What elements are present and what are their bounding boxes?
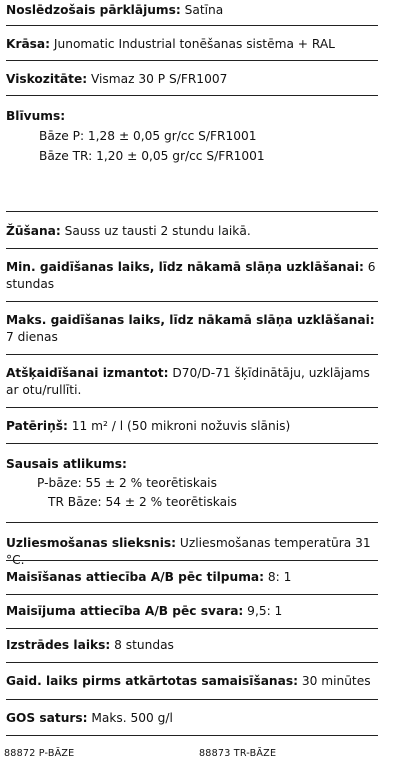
divider <box>6 443 378 444</box>
solids-base-tr: TR Bāze: 54 ± 2 % teorētiskais <box>48 495 237 509</box>
voc-value: Maks. 500 g/l <box>87 711 173 725</box>
divider <box>6 25 378 26</box>
divider <box>6 407 378 408</box>
finish-row <box>6 2 378 19</box>
density-base-p: Bāze P: 1,28 ± 0,05 gr/cc S/FR1001 <box>39 129 257 143</box>
divider <box>6 301 378 302</box>
mix-volume-value: 8: 1 <box>264 570 292 584</box>
max-recoat-row <box>6 312 378 346</box>
divider <box>6 628 378 629</box>
mix-volume-row <box>6 569 378 586</box>
divider <box>6 354 378 355</box>
remix-wait-value: 30 minūtes <box>297 674 371 688</box>
flash-point-label: Uzliesmošanas slieksnis: <box>6 536 177 550</box>
divider <box>6 248 378 249</box>
voc-row <box>6 710 378 727</box>
product-code-tr: 88873 TR-BĀZE <box>199 748 277 759</box>
product-code-p: 88872 P-BĀZE <box>4 748 75 759</box>
max-recoat-value: 7 dienas <box>6 330 58 344</box>
divider <box>6 522 378 523</box>
divider <box>6 560 378 561</box>
divider <box>6 735 378 736</box>
drying-value: Sauss uz tausti 2 stundu laikā. <box>60 224 251 238</box>
mix-weight-row <box>6 603 378 620</box>
viscosity-label: Viskozitāte: <box>6 72 88 86</box>
thinner-value: D70/D-71 šķīdinātāju, uzklājams ar otu/rullīti. <box>6 366 370 397</box>
mix-weight-label: Maisījuma attiecība A/B pēc svara: <box>6 604 244 618</box>
solids-label: Sausais atlikums: <box>6 457 127 471</box>
mix-weight-value: 9,5: 1 <box>243 604 283 618</box>
min-recoat-value: 6 stundas <box>6 260 376 291</box>
pot-life-value: 8 stundas <box>110 638 174 652</box>
drying-row <box>6 223 378 240</box>
thinner-row <box>6 365 378 399</box>
pot-life-label: Izstrādes laiks: <box>6 638 111 652</box>
solids-base-p: P-bāze: 55 ± 2 % teorētiskais <box>37 476 217 490</box>
max-recoat-label: Maks. gaidīšanas laiks, līdz nākamā slāņa uzklāšanai: <box>6 313 375 327</box>
viscosity-value: Vismaz 30 P S/FR1007 <box>87 72 228 86</box>
divider <box>6 211 378 212</box>
min-recoat-label: Min. gaidīšanas laiks, līdz nākamā slāņa uzklāšanai: <box>6 260 364 274</box>
density-block <box>6 108 378 165</box>
color-label: Krāsa: <box>6 37 51 51</box>
coverage-label: Patēriņš: <box>6 419 68 433</box>
min-recoat-row <box>6 259 378 293</box>
divider <box>6 60 378 61</box>
coverage-value: 11 m² / l (50 mikroni nožuvis slānis) <box>67 419 291 433</box>
remix-wait-label: Gaid. laiks pirms atkārtotas samaisīšanas: <box>6 674 298 688</box>
coverage-row <box>6 418 378 435</box>
mix-volume-label: Maisīšanas attiecība A/B pēc tilpuma: <box>6 570 265 584</box>
divider <box>6 699 378 700</box>
divider <box>6 95 378 96</box>
flash-point-row <box>6 535 378 569</box>
density-label: Blīvums: <box>6 109 66 123</box>
color-value: Junomatic Industrial tonēšanas sistēma + RAL <box>50 37 335 51</box>
density-base-tr: Bāze TR: 1,20 ± 0,05 gr/cc S/FR1001 <box>39 149 265 163</box>
divider <box>6 594 378 595</box>
solids-block <box>6 456 378 511</box>
thinner-label: Atšķaidīšanai izmantot: <box>6 366 169 380</box>
viscosity-row <box>6 71 378 88</box>
divider <box>6 662 378 663</box>
drying-label: Žūšana: <box>6 224 61 238</box>
remix-wait-row <box>6 673 378 690</box>
finish-value: Satīna <box>180 3 224 17</box>
flash-point-value: Uzliesmošanas temperatūra 31 °C. <box>6 536 371 567</box>
color-row <box>6 36 378 53</box>
voc-label: GOS saturs: <box>6 711 88 725</box>
pot-life-row <box>6 637 378 654</box>
finish-label: Noslēdzošais pārklājums: <box>6 3 181 17</box>
